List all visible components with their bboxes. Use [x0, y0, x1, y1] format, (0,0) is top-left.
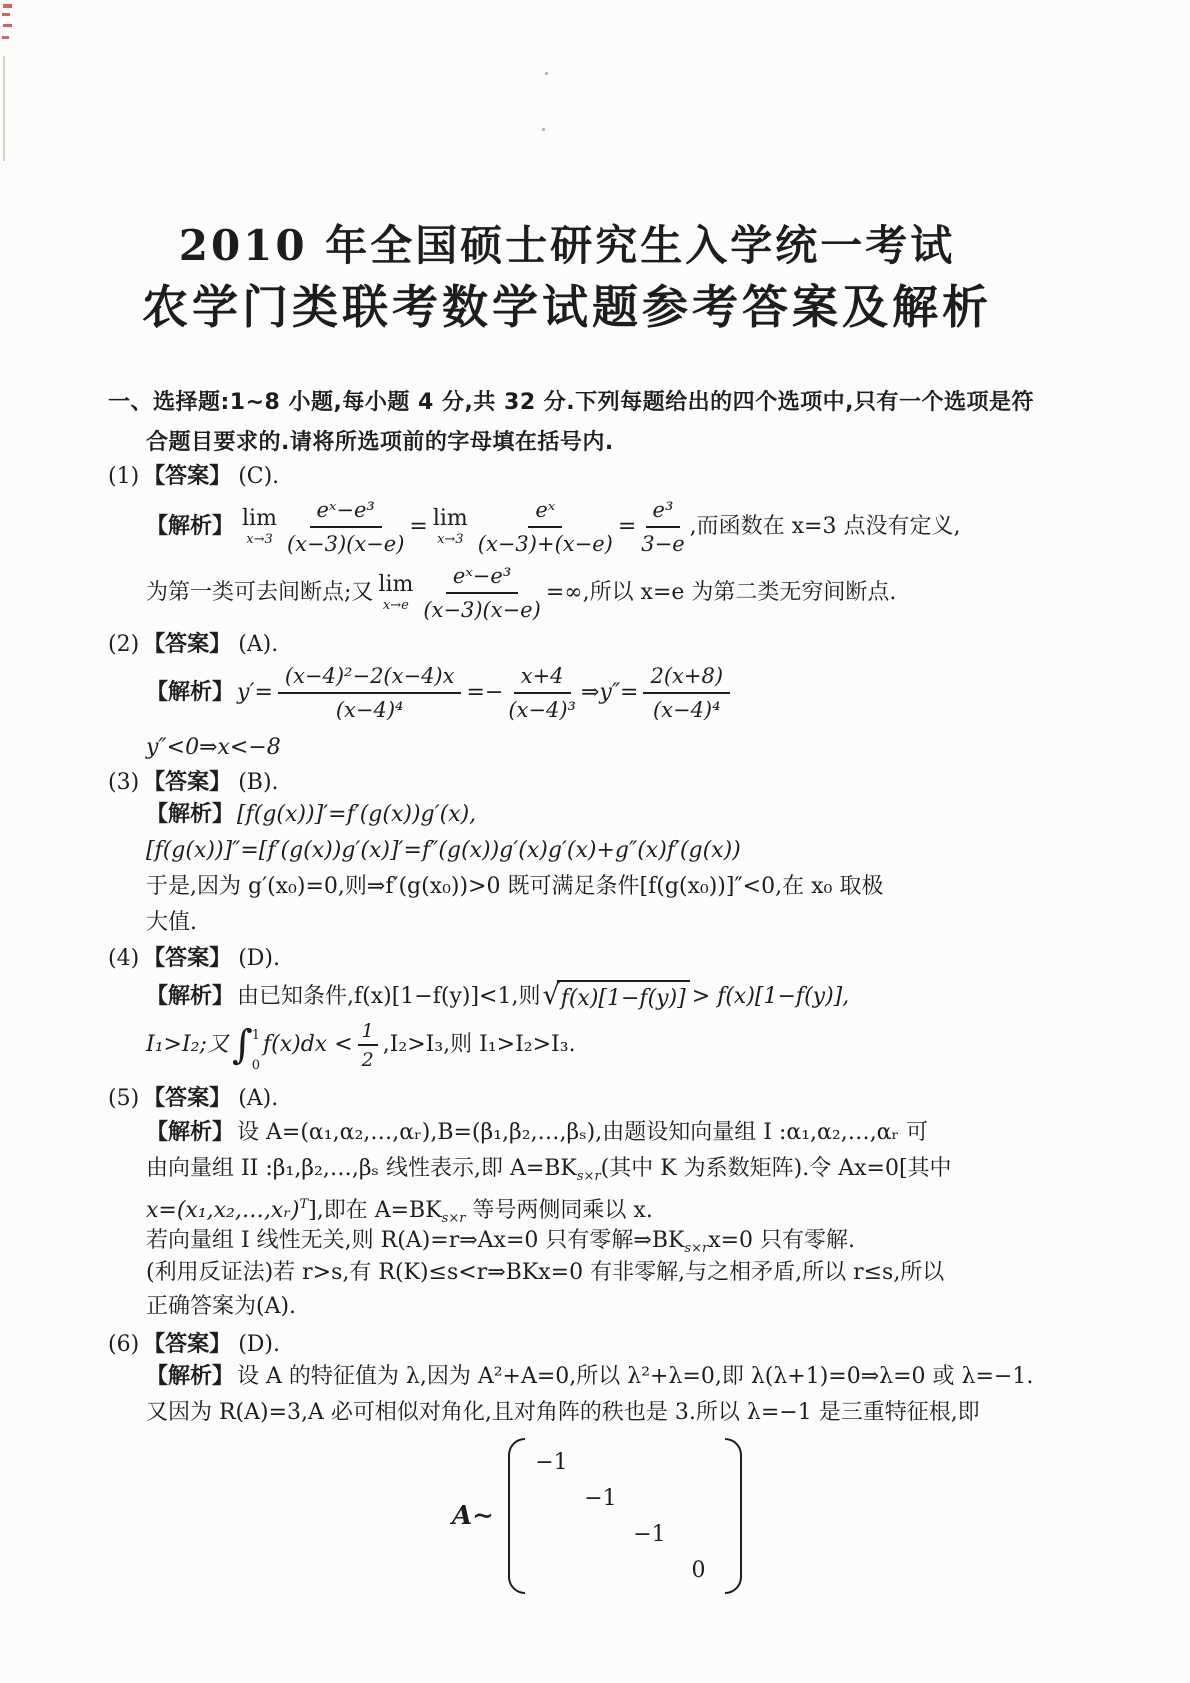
q1-analysis-formula2 [146, 558, 896, 628]
integral-symbol: ∫ [231, 1022, 253, 1068]
q2-mid2: ⇒y″= [580, 680, 639, 705]
answer-tag: 【答案】 [143, 632, 232, 657]
fraction: $\frac{\text{eˣ−e³}}{(x-3)(x-e)}$ [286, 498, 405, 556]
q2-mid1: =− [466, 680, 504, 705]
equals-sign: = [409, 514, 428, 539]
analysis-tag: 【解析】 [146, 1120, 235, 1145]
matrix-entry: 0 [691, 1557, 706, 1583]
q6-header [108, 1330, 280, 1360]
q4-number: (4) [108, 946, 140, 971]
answer-tag: 【答案】 [143, 770, 232, 795]
subscript: s×r [441, 1211, 466, 1226]
q3-analysis-line1: 【解析】 [f(g(x))]′=f′(g(x))g′(x), [146, 802, 477, 827]
equals-sign: = [617, 514, 637, 539]
document-title [0, 222, 1162, 334]
q4-line1-tail: > f(x)[1−f(y)], [691, 984, 850, 1009]
q2-header [108, 630, 278, 660]
answer-tag: 【答案】 [143, 464, 232, 489]
matrix-bracket-right [725, 1438, 742, 1594]
q2-analysis-formula [146, 658, 735, 728]
q4-header [108, 944, 280, 974]
limit-operator: lim x→e [378, 572, 414, 613]
q5-answer: (A). [238, 1086, 279, 1111]
q1-answer: (C). [238, 464, 280, 489]
q1-formula2-tail: =∞,所以 x=e 为第二类无穷间断点. [545, 580, 897, 605]
q5-analysis-line1: 【解析】 设 A=(α₁,α₂,…,αᵣ),B=(β₁,β₂,…,βₛ),由题设知向量组 I :α₁,α₂,…,αᵣ 可 [146, 1120, 929, 1145]
q4-answer: (D). [238, 946, 280, 971]
scan-speck [545, 72, 548, 75]
analysis-tag: 【解析】 [146, 514, 235, 539]
q4-analysis-line2 [146, 1016, 576, 1074]
q6-analysis-line1: 【解析】 设 A 的特征值为 λ,因为 A²+A=0,所以 λ²+λ=0,即 λ(λ+1)=0⇒λ=0 或 λ=−1. [146, 1364, 1034, 1389]
square-root: √ f(x)[1−f(y)] [542, 980, 689, 1014]
matrix-entry: −1 [633, 1521, 666, 1547]
q3-analysis-line4: 大值. [146, 910, 197, 935]
subscript: s×r [576, 1169, 601, 1184]
fraction: $\frac{2(x+8)}{\text{(x−4)⁴}}$ [643, 663, 730, 723]
q1-header [108, 462, 279, 492]
q5-analysis-line3: x=(x₁,x₂,…,xᵣ)$^T$],即在 $A=BK_{s\times r}$ 等号两侧同乘以 x. [146, 1197, 653, 1226]
q3-analysis-line3: 于是,因为 g′(x₀)=0,则⇒f′(g(x₀))>0 既可满足条件[f(g(x₀))]″<0,在 x₀ 取极 [146, 874, 884, 899]
q5-number: (5) [108, 1086, 140, 1111]
q1-number: (1) [108, 464, 140, 489]
instructions-line2: 合题目要求的.请将所选项前的字母填在括号内. [146, 430, 614, 455]
red-scan-mark [2, 13, 10, 16]
fraction: $\frac{\text{eˣ−e³}}{(x-3)(x-e)}$ [423, 564, 541, 622]
integral-upper: 1 [251, 1028, 260, 1043]
analysis-tag: 【解析】 [146, 1364, 235, 1389]
fraction: $\frac{1}{2}$ [358, 1020, 378, 1071]
matrix-prefix: A∼ [452, 1501, 494, 1531]
q2-analysis-line2: y″<0⇒x<−8 [146, 735, 281, 760]
q3-answer: (B). [238, 770, 279, 795]
q1-formula1-tail: ,而函数在 x=3 点没有定义, [689, 514, 961, 539]
red-scan-mark [3, 4, 12, 8]
q6-answer: (D). [238, 1332, 280, 1357]
q2-lead: y′= [237, 680, 273, 705]
integral-lower: 0 [251, 1058, 260, 1073]
q6-analysis-line2: 又因为 R(A)=3,A 必可相似对角化,且对角阵的秩也是 3.所以 λ=−1 是三重特征根,即 [146, 1400, 980, 1425]
answer-tag: 【答案】 [143, 1086, 232, 1111]
q4-line1-lead: 由已知条件,f(x)[1−f(y)]<1,则 [237, 984, 541, 1009]
scan-line-artifact [3, 56, 5, 161]
q4-analysis-line1 [146, 978, 849, 1016]
analysis-tag: 【解析】 [146, 802, 235, 827]
fraction: $\frac{x+4}{\text{(x−4)³}}$ [508, 664, 576, 722]
subscript: s×r [684, 1241, 709, 1256]
fraction: $\frac{\text{eˣ}}{(x-3)+(x-e)}$ [477, 498, 613, 556]
q1-analysis-formula1 [146, 492, 960, 562]
q3-analysis-line2: [f(g(x))]″=[f′(g(x))g′(x)]′=f″(g(x))g′(x)g′(x)+g″(x)f′(g(x)) [146, 838, 741, 863]
analysis-tag: 【解析】 [146, 680, 235, 705]
q4-line2-mid: f(x)dx < [263, 1032, 353, 1057]
q5-analysis-line4: 若向量组 I 线性无关,则 R(A)=r⇒Ax=0 只有零解$\Rightarrow BK_{s\times r}x=0$ 只有零解. [146, 1228, 856, 1256]
instructions-line1: 一、选择题:1~8 小题,每小题 4 分,共 32 分.下列每题给出的四个选项中,只有一个选项是符 [108, 390, 1034, 415]
q3-header [108, 768, 279, 798]
fraction: $\frac{\text{e³}}{3-e}$ [641, 498, 685, 556]
title-line2: 农学门类联考数学试题参考答案及解析 [142, 280, 992, 334]
matrix-entry: −1 [535, 1449, 568, 1475]
q5-analysis-line2: 由向量组 II :β₁,β₂,…,βₛ 线性表示,即 $A=BK_{s\times r}$(其中 K 为系数矩阵).令 Ax=0[其中 [146, 1156, 952, 1184]
q1-formula2-lead: 为第一类可去间断点;又 [146, 580, 374, 605]
red-scan-mark [3, 24, 12, 27]
q4-line2-lead: I₁>I₂;又 [146, 1032, 229, 1057]
title-line1: 2010 年全国硕士研究生入学统一考试 [178, 221, 956, 270]
similar-diagonal-matrix [452, 1438, 742, 1594]
q5-header [108, 1084, 278, 1114]
answer-tag: 【答案】 [143, 1332, 232, 1357]
scan-speck [542, 128, 545, 131]
answer-tag: 【答案】 [143, 946, 232, 971]
q3-number: (3) [108, 770, 140, 795]
q4-line2-tail: ,I₂>I₃,则 I₁>I₂>I₃. [382, 1032, 576, 1057]
matrix-entry: −1 [584, 1485, 617, 1511]
integral [231, 1021, 260, 1073]
q5-analysis-line6: 正确答案为(A). [146, 1294, 297, 1319]
red-scan-mark [2, 36, 9, 39]
superscript: T [299, 1197, 309, 1212]
matrix-grid [525, 1441, 725, 1591]
q6-number: (6) [108, 1332, 140, 1357]
q5-analysis-line5: (利用反证法)若 r>s,有 R(K)≤s<r⇒BKx=0 有非零解,与之相矛盾,所以 r≤s,所以 [146, 1260, 945, 1285]
matrix-bracket-left [508, 1438, 525, 1594]
q2-number: (2) [108, 632, 140, 657]
limit-operator: lim x→3 [242, 506, 277, 547]
limit-operator: lim x→3 [432, 506, 468, 547]
radical-sign: √ [542, 980, 560, 1011]
q2-answer: (A). [238, 632, 279, 657]
fraction: $\frac{\text{(x−4)²−2(x−4)x}}{\text{(x−4)⁴}}$ [278, 663, 462, 723]
analysis-tag: 【解析】 [146, 984, 235, 1009]
